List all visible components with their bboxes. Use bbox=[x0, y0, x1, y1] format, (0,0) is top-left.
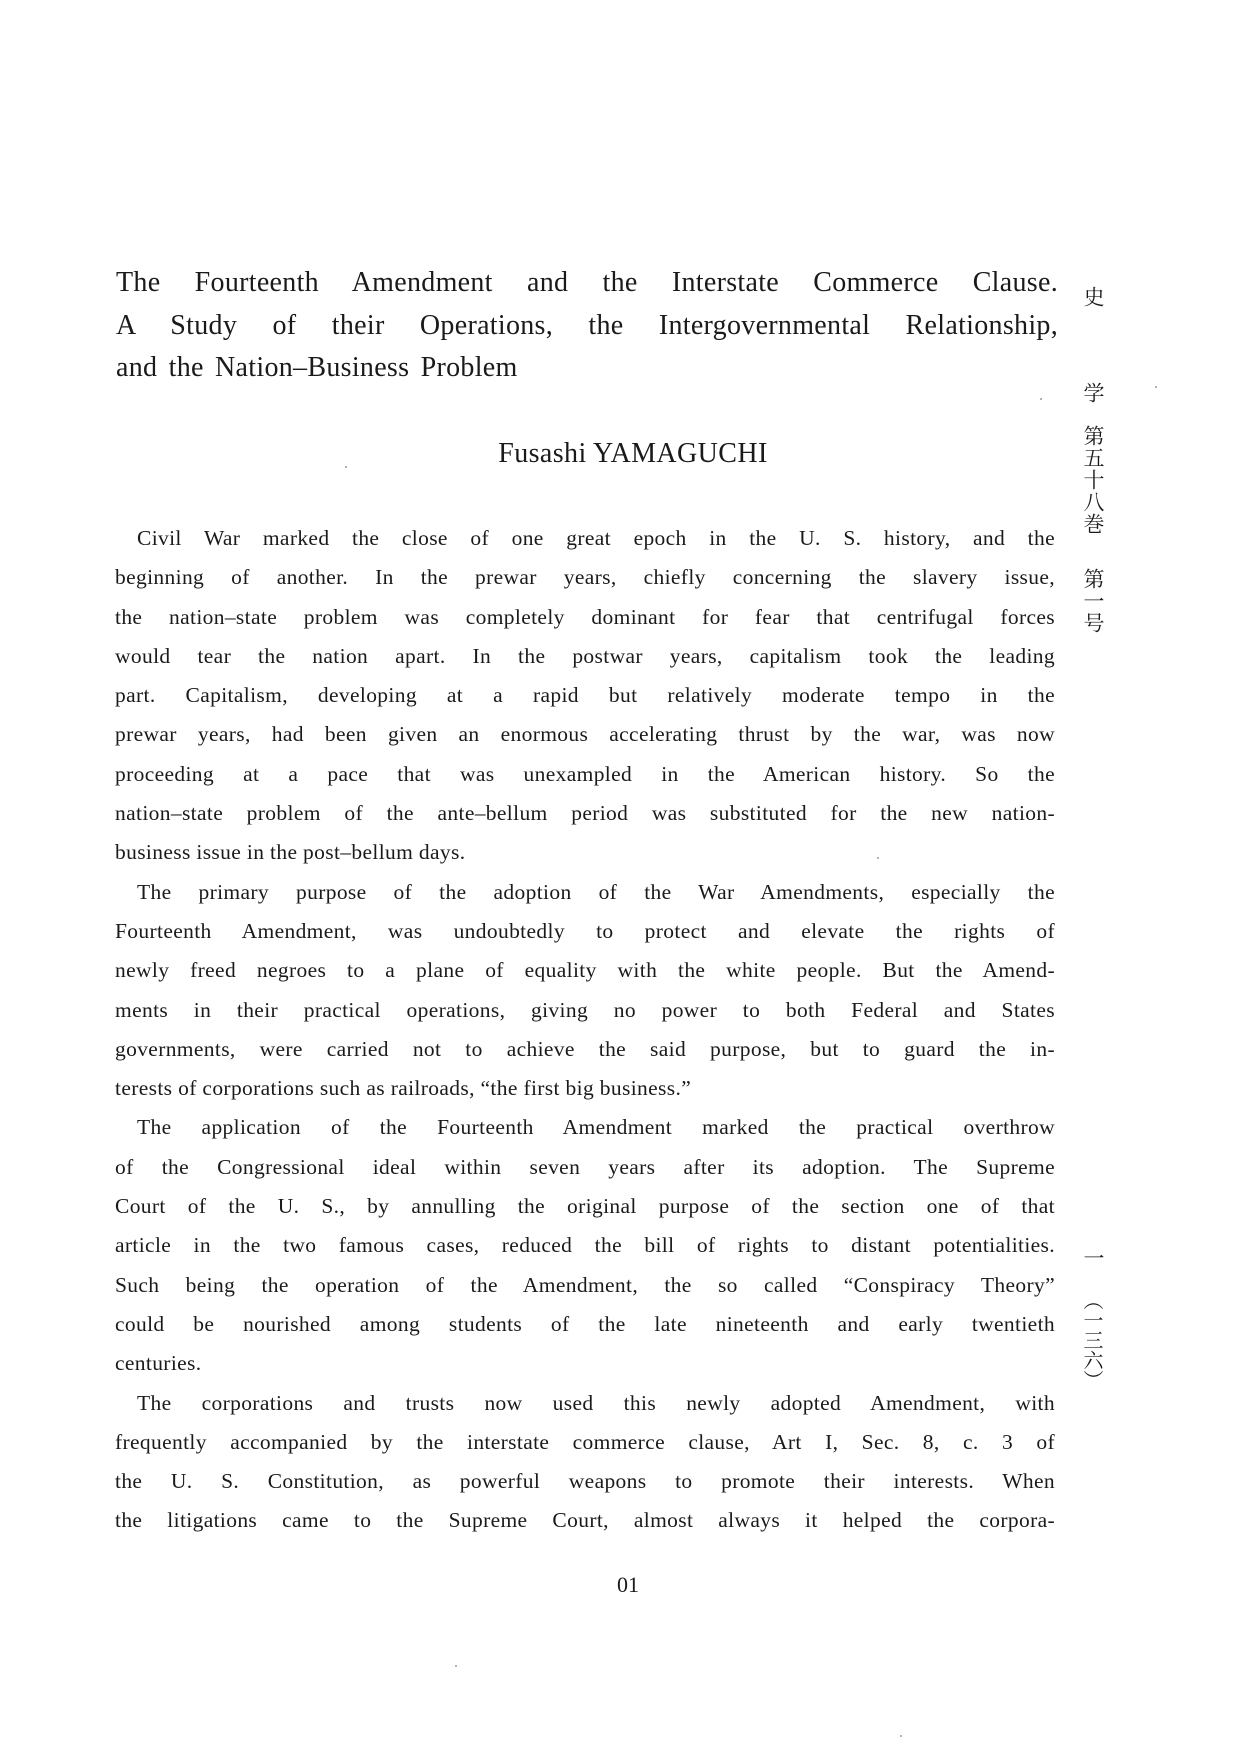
text-line: the nation–state problem was completely dominant for fear that centrifugal forces bbox=[115, 604, 1055, 629]
text-line: The primary purpose of the adoption of the War Amendments, especially the bbox=[137, 879, 1055, 904]
page-number: 01 bbox=[617, 1572, 639, 1597]
text-line: nation–state problem of the ante–bellum period was substituted for the new nation- bbox=[115, 801, 1055, 826]
journal-volume: 第五十八巻 bbox=[1081, 425, 1105, 535]
paragraph-3 bbox=[115, 1108, 1055, 1383]
paragraph-1 bbox=[115, 519, 1055, 873]
journal-name-char-1: 史 bbox=[1081, 286, 1105, 307]
scan-speck bbox=[900, 1735, 902, 1737]
text-line: governments, were carried not to achieve the said purpose, but to guard the in- bbox=[115, 1036, 1055, 1061]
journal-name-char-2: 学 bbox=[1081, 382, 1105, 403]
text-line: frequently accompanied by the interstate commerce clause, Art I, Sec. 8, c. 3 of bbox=[115, 1429, 1055, 1454]
kanji-page-number: 一 bbox=[1081, 1247, 1105, 1268]
text-line: centuries. bbox=[115, 1351, 202, 1376]
text-line: terests of corporations such as railroads, “the first big business.” bbox=[115, 1076, 692, 1101]
scan-speck bbox=[1155, 386, 1157, 388]
text-line: beginning of another. In the prewar years, chiefly concerning the slavery issue, bbox=[115, 565, 1055, 590]
text-line: part. Capitalism, developing at a rapid but relatively moderate tempo in the bbox=[115, 683, 1055, 708]
text-line: Court of the U. S., by annulling the original purpose of the section one of that bbox=[115, 1194, 1055, 1219]
text-line: proceeding at a pace that was unexampled in the American history. So the bbox=[115, 761, 1055, 786]
text-line: The application of the Fourteenth Amendment marked the practical overthrow bbox=[137, 1115, 1055, 1140]
text-line: Civil War marked the close of one great epoch in the U. S. history, and the bbox=[137, 526, 1055, 550]
scan-speck bbox=[345, 466, 347, 468]
text-line: The corporations and trusts now used this newly adopted Amendment, with bbox=[137, 1390, 1055, 1415]
text-line: of the Congressional ideal within seven years after its adoption. The Supreme bbox=[115, 1154, 1055, 1179]
text-line: article in the two famous cases, reduced the bill of rights to distant potentialities. bbox=[115, 1233, 1055, 1258]
author-name: Fusashi YAMAGUCHI bbox=[498, 438, 768, 469]
text-line: the litigations came to the Supreme Court, almost always it helped the corpora- bbox=[115, 1508, 1055, 1533]
text-line: newly freed negroes to a plane of equality with the white people. But the Amend- bbox=[115, 958, 1055, 983]
article-body bbox=[115, 519, 1055, 1541]
title-line-1: The Fourteenth Amendment and the Interstate Commerce Clause. bbox=[116, 267, 1058, 298]
scan-speck bbox=[1040, 398, 1042, 400]
scan-speck bbox=[455, 1665, 457, 1667]
text-line: prewar years, had been given an enormous accelerating thrust by the war, was now bbox=[115, 722, 1055, 747]
paragraph-2 bbox=[115, 873, 1055, 1109]
text-line: business issue in the post–bellum days. bbox=[115, 840, 466, 865]
title-line-2: A Study of their Operations, the Intergovernmental Relationship, bbox=[116, 309, 1058, 341]
text-line: Such being the operation of the Amendment, the so called “Conspiracy Theory” bbox=[115, 1272, 1055, 1297]
title-line-3: and the Nation–Business Problem bbox=[116, 352, 518, 383]
text-line: the U. S. Constitution, as powerful weapons to promote their interests. When bbox=[115, 1469, 1055, 1494]
text-line: could be nourished among students of the late nineteenth and early twentieth bbox=[115, 1311, 1055, 1336]
text-line: would tear the nation apart. In the postwar years, capitalism took the leading bbox=[115, 643, 1055, 668]
journal-issue: 第一号 bbox=[1081, 568, 1105, 634]
kanji-cumulative-page: ︵一三六︶ bbox=[1080, 1290, 1104, 1390]
text-line: Fourteenth Amendment, was undoubtedly to protect and elevate the rights of bbox=[115, 918, 1055, 943]
text-line: ments in their practical operations, giving no power to both Federal and States bbox=[115, 997, 1055, 1022]
article-title bbox=[116, 262, 1058, 390]
scan-speck bbox=[877, 857, 879, 859]
paragraph-4 bbox=[115, 1384, 1055, 1541]
